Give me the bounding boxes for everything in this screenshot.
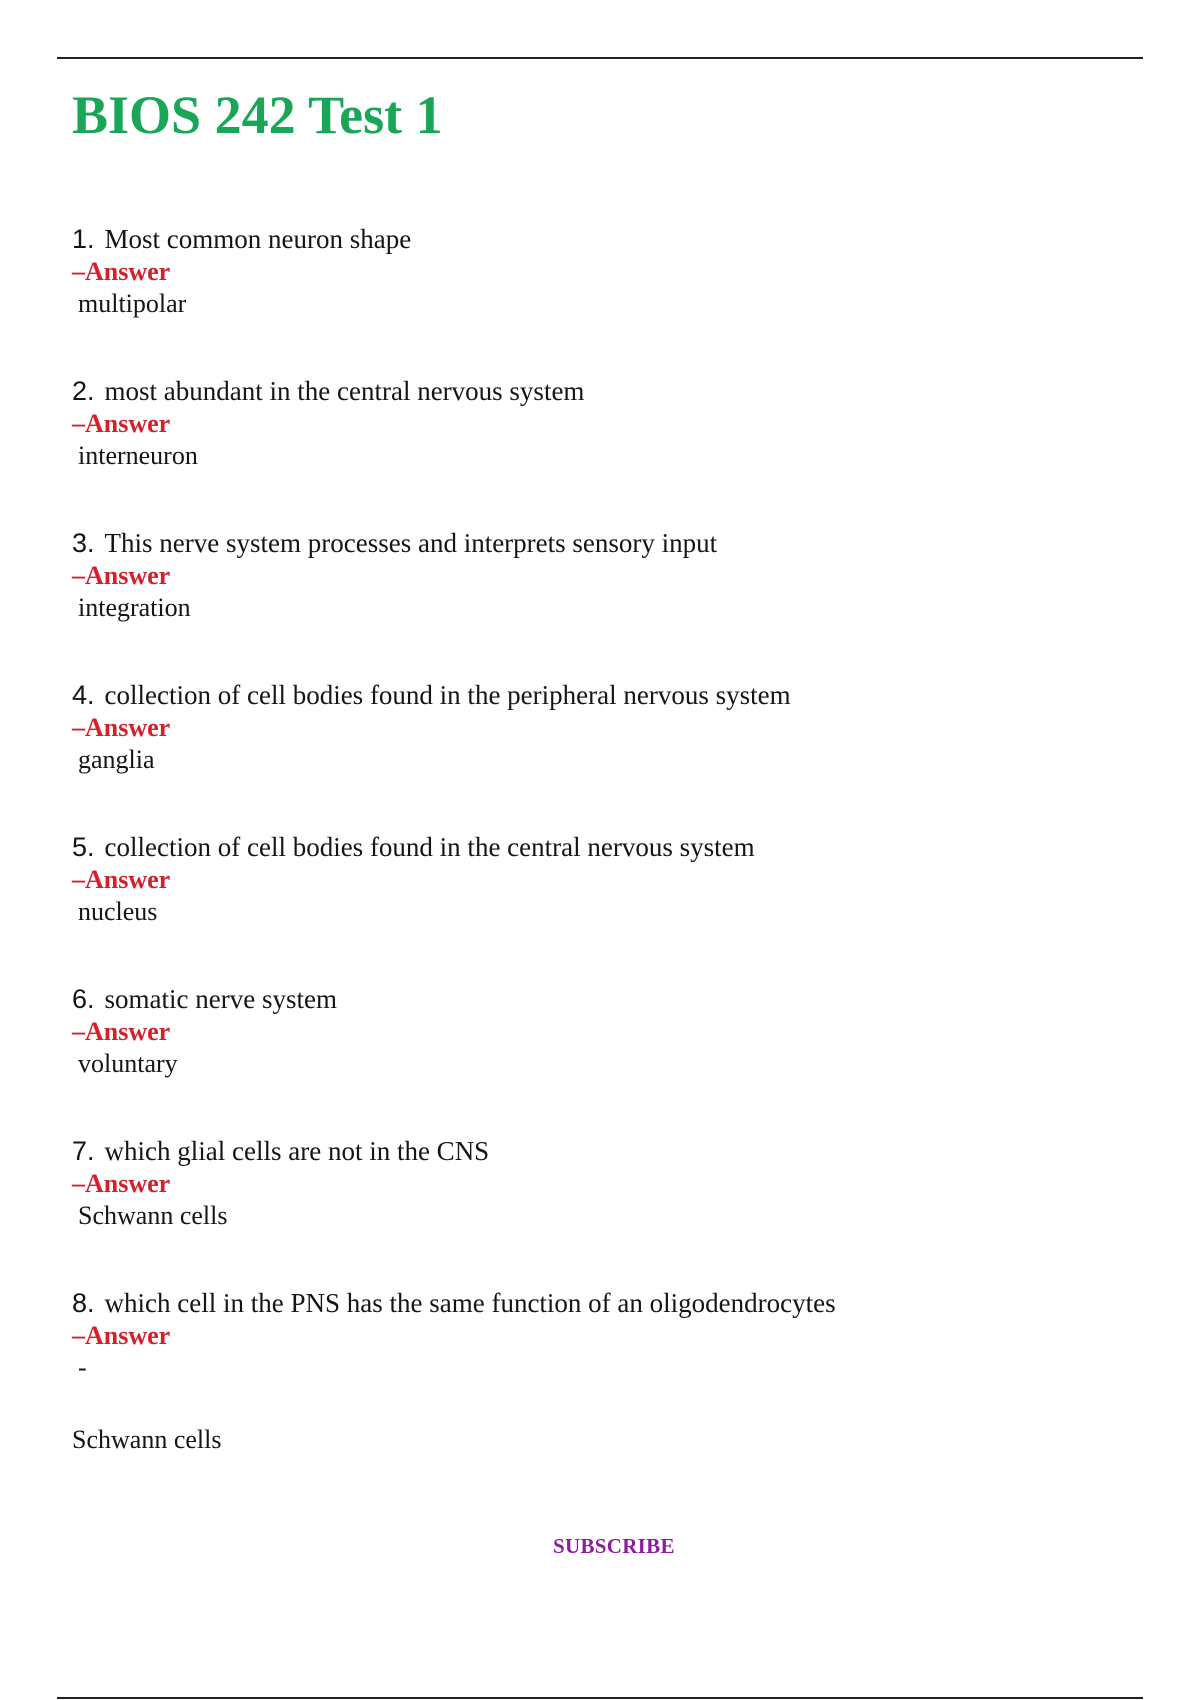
qa-item-8 [72,1286,1132,1384]
qa-item-7 [72,1134,1132,1232]
question [72,374,1132,408]
question-number: 6. [72,984,95,1014]
question [72,830,1132,864]
question-number: 3. [72,528,95,558]
qa-item-1 [72,222,1132,320]
answer-text: ganglia [78,745,155,774]
page-title: BIOS 242 Test 1 [72,85,443,145]
question-number: 7. [72,1136,95,1166]
question-number: 5. [72,832,95,862]
answer-label: –Answer [72,1321,171,1350]
question-text: somatic nerve system [104,984,337,1014]
question-text: most abundant in the central nervous system [104,376,585,406]
answer-label: –Answer [72,1169,171,1198]
answer-text: multipolar [78,289,187,318]
question-text: This nerve system processes and interprets sensory input [104,528,718,558]
answer-label: –Answer [72,1017,171,1046]
answer-label: –Answer [72,713,171,742]
question [72,222,1132,256]
question-text: which glial cells are not in the CNS [104,1136,490,1166]
answer-text: interneuron [78,441,198,470]
question-text: collection of cell bodies found in the central nervous system [104,832,755,862]
question [72,526,1132,560]
answer-text: Schwann cells [78,1201,228,1230]
answer-label: –Answer [72,561,171,590]
bottom-rule [57,1697,1143,1699]
answer-text: integration [78,593,191,622]
qa-list [72,222,1132,1384]
question [72,1286,1132,1320]
qa-item-2 [72,374,1132,472]
question [72,1134,1132,1168]
answer-dash: - [78,1353,87,1382]
question-number: 2. [72,376,95,406]
question-text: collection of cell bodies found in the peripheral nervous system [104,680,791,710]
question [72,982,1132,1016]
question [72,678,1132,712]
answer-text: Schwann cells [72,1425,222,1454]
top-rule [57,57,1143,59]
answer-label: –Answer [72,865,171,894]
question-text: Most common neuron shape [104,224,412,254]
subscribe-link[interactable]: SUBSCRIBE [553,1534,675,1558]
question-text: which cell in the PNS has the same function of an oligodendrocytes [104,1288,836,1318]
qa-item-6 [72,982,1132,1080]
answer-text: nucleus [78,897,158,926]
answer-label: –Answer [72,257,171,286]
qa-item-3 [72,526,1132,624]
qa-item-4 [72,678,1132,776]
question-number: 1. [72,224,95,254]
question-number: 4. [72,680,95,710]
qa-item-5 [72,830,1132,928]
answer-text: voluntary [78,1049,178,1078]
answer-label: –Answer [72,409,171,438]
question-number: 8. [72,1288,95,1318]
